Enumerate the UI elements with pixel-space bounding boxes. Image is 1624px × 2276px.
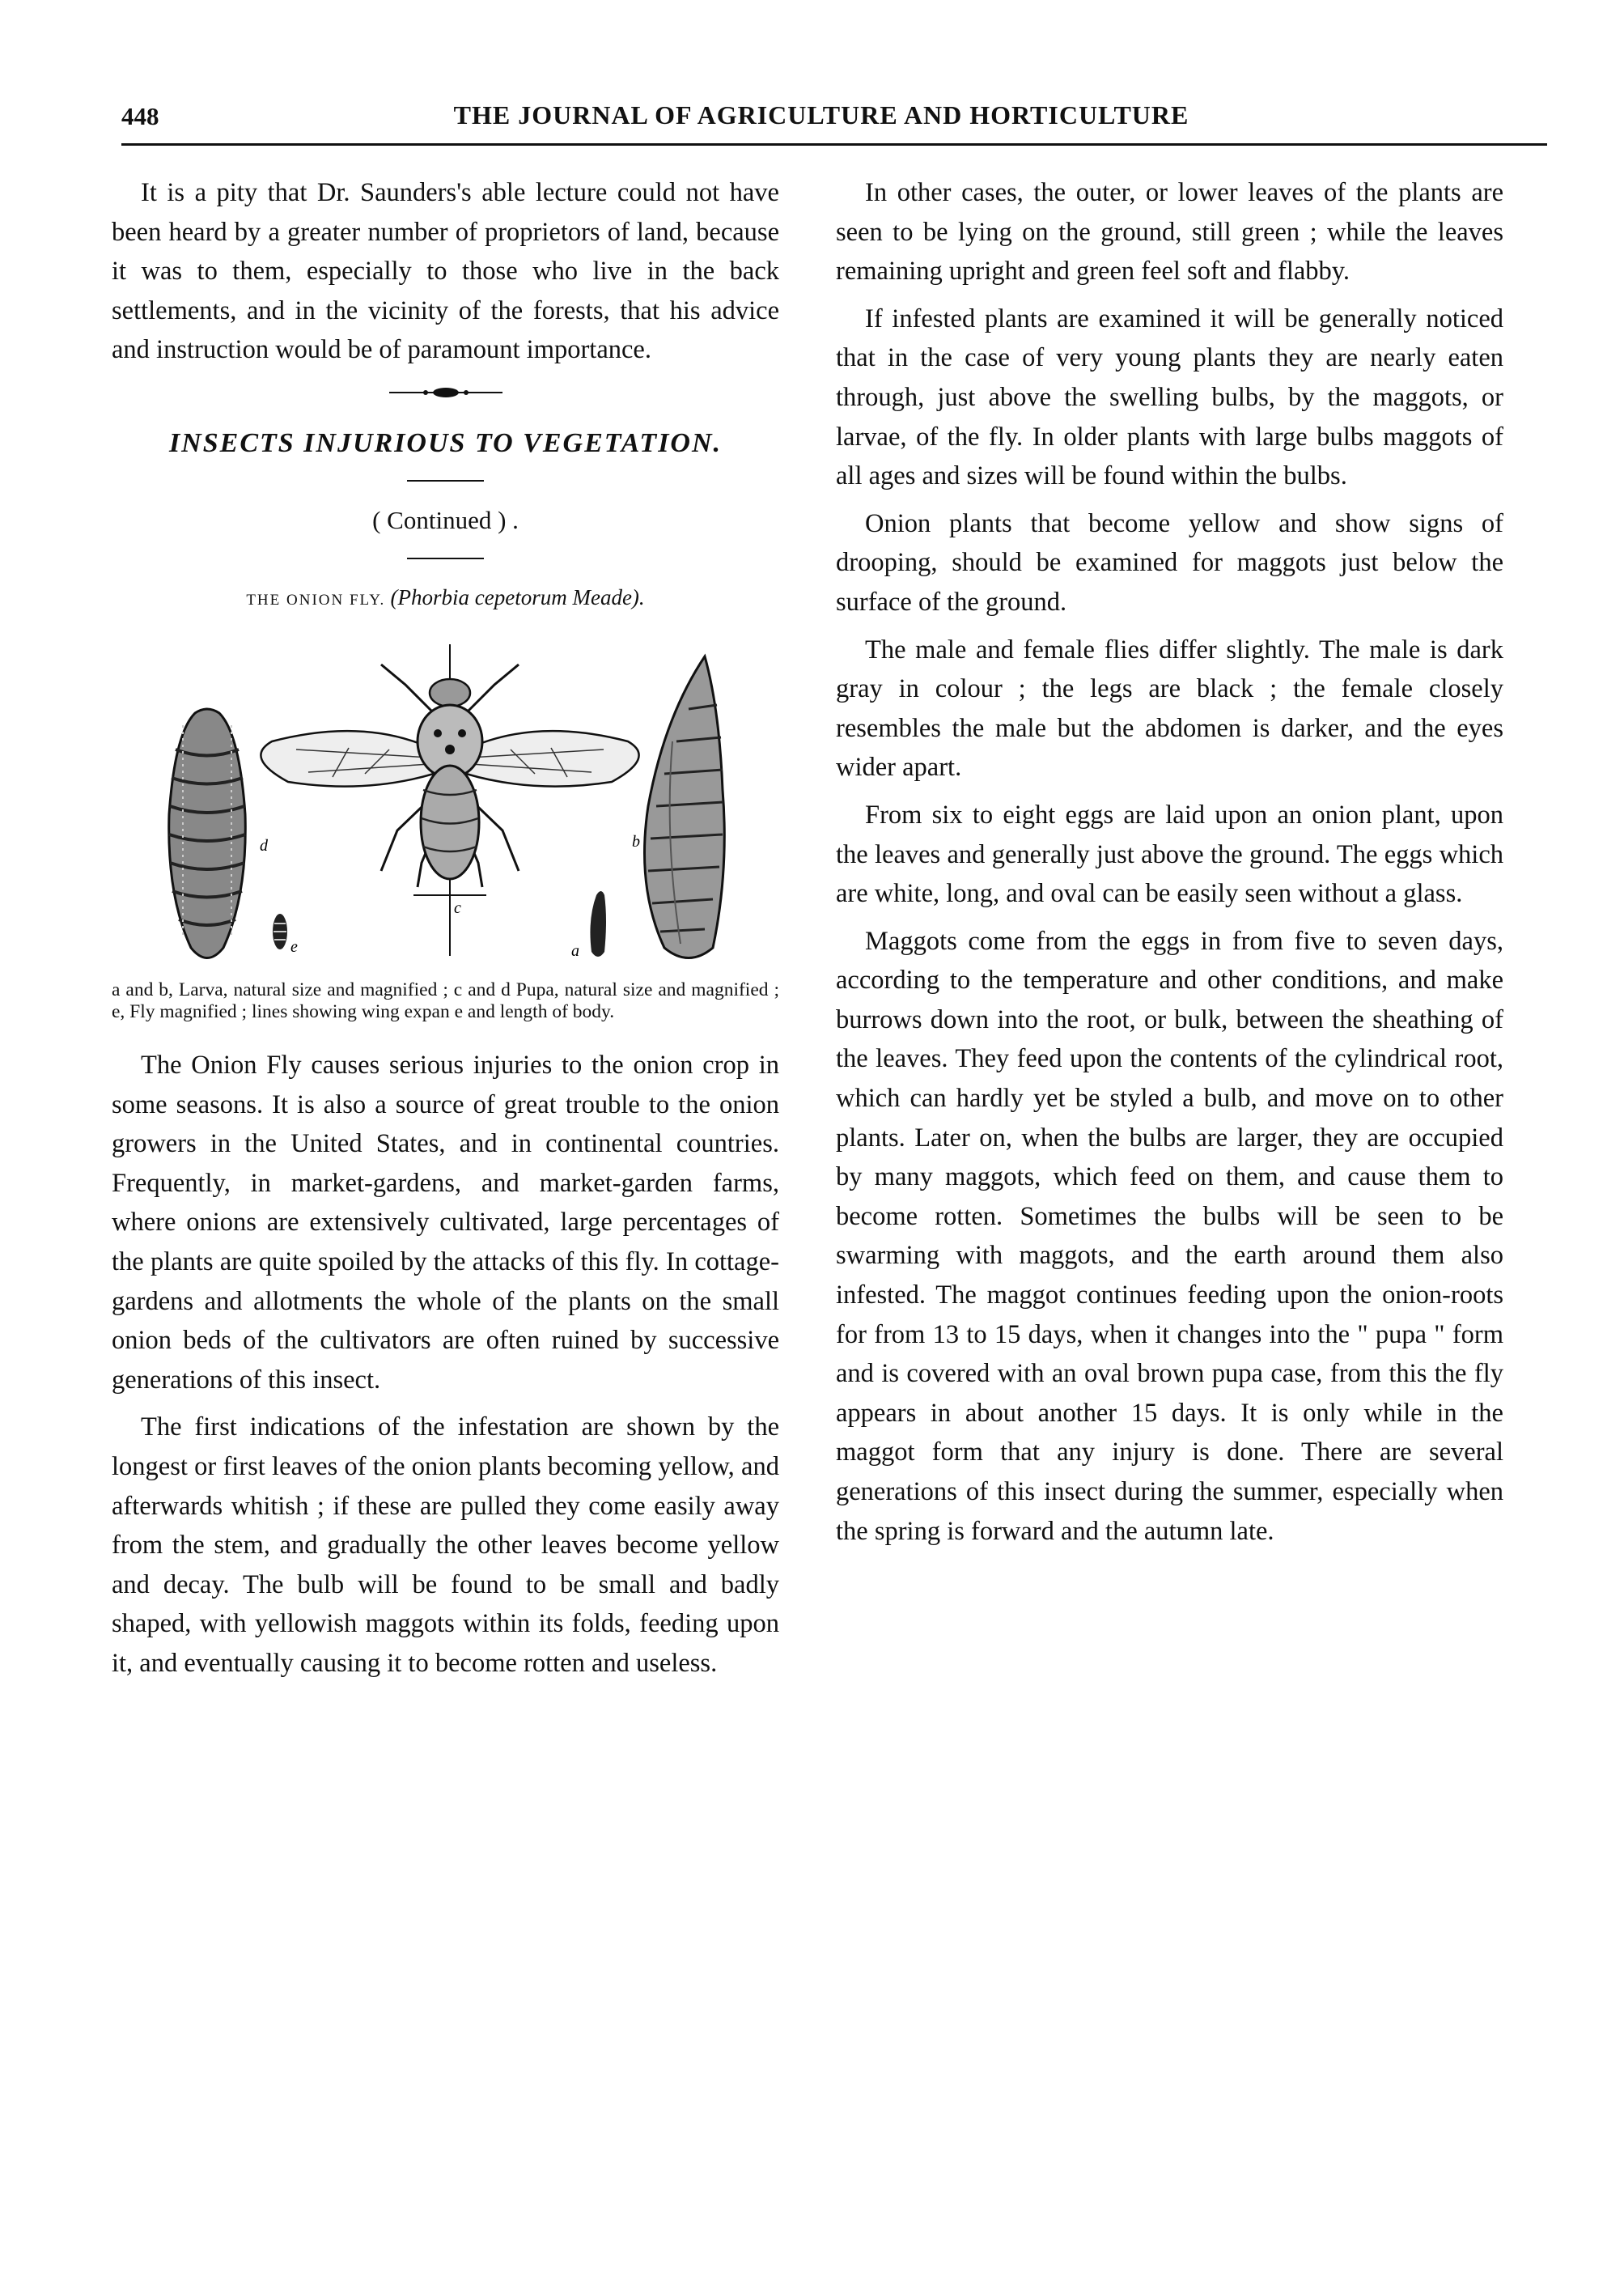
intro-paragraph: It is a pity that Dr. Saunders's able lecture could not have been heard by a greater number of proprietors of land, because it was to them, especially to those who live in the back settlements, and in the vicinity of the forests, that his advice and instruction would be of paramount importance. [112, 178, 779, 365]
figure-heading [112, 585, 779, 610]
continued-note: ( Continued ) . [372, 505, 519, 534]
section-title: INSECTS INJURIOUS TO VEGETATION. [168, 427, 723, 458]
figure-label-a: a [570, 941, 579, 960]
larva-magnified-drawing [168, 709, 245, 958]
figure-heading-scientific: (Phorbia cepetorum Meade). [390, 584, 645, 609]
pupa-magnified-drawing [644, 656, 724, 958]
figure-label-b: b [631, 832, 640, 851]
right-column [836, 173, 1503, 1559]
right-paragraph-4: The male and female flies differ slightly. The male is dark gray in colour ; the legs are black ; the female closely resembles the male but the abdomen is darker, and the eyes wider apart. [836, 635, 1503, 783]
left-paragraph-2: The first indications of the infestation are shown by the longest or first leaves of the onion plants becoming yellow, and afterwards whitish ; if these are pulled they come easily away from the stem, and gradually the other leaves become yellow and decay. The bulb will be found to be small and badly shaped, with yellowish maggots within its folds, feeding upon it, and eventually causing it to become rotten and useless. [112, 1412, 779, 1678]
header-rule [121, 143, 1547, 146]
page-header [0, 0, 1624, 162]
section-ornament [389, 384, 502, 401]
right-paragraph-3: Onion plants that become yellow and show signs of drooping, should be examined for maggots just below the surface of the ground. [836, 508, 1503, 617]
figure-label-d: d [259, 836, 268, 855]
title-rule [407, 480, 484, 482]
right-paragraph-5: From six to eight eggs are laid upon an onion plant, upon the leaves and generally just above the ground. The eggs which are white, long, and oval can be easily seen without a glass. [836, 800, 1503, 909]
figure-caption: a and b, Larva, natural size and magnified ; c and d Pupa, natural size and magnified ; e, Fly magnified ; lines showing wing expan e and length of body. [112, 979, 779, 1022]
right-paragraph-6: Maggots come from the eggs in from five to seven days, according to the temperature and other conditions, and make burrows down into the root, or bulk, between the sheathing of the leaves. They feed upon the contents of the cylindrical root, which can hardly yet be styled a bulb, and move on to other plants. Later on, when the bulbs are larger, they are occupied by many maggots, which feed on them, and cause them to become rotten. Sometimes the bulbs will be seen to be swarming with maggots, and the earth around them also infested. The maggot continues feeding upon the onion-roots for from 13 to 15 days, when it changes into the " pupa " form and is covered with an oval brown pupa case, from this the fly appears in about another 15 days. It is only while in the maggot form that any injury is done. There are several generations of this insect during the summer, especially when the spring is forward and the autumn late. [836, 926, 1503, 1546]
right-paragraph-2: If infested plants are examined it will be generally noticed that in the case of very young plants they are nearly eaten through, just above the swelling bulbs, by the maggots, or larvae, of the fly. In older plants with large bulbs maggots of all ages and sizes will be found within the bulbs. [836, 304, 1503, 491]
figure-label-e: e [290, 937, 298, 956]
continued-rule [407, 558, 484, 559]
figure-heading-name: THE ONION FLY. [246, 591, 386, 609]
larva-natural-size-drawing [590, 891, 606, 957]
journal-title: THE JOURNAL OF AGRICULTURE AND HORTICULTURE [453, 100, 1189, 130]
onion-fly-illustration [146, 628, 745, 968]
left-column [112, 173, 779, 1691]
right-paragraph-1: In other cases, the outer, or lower leaves of the plants are seen to be lying on the ground, still green ; while the leaves remaining upright and green feel soft and flabby. [836, 178, 1503, 287]
figure-label-c: c [453, 898, 461, 917]
fly-magnified-drawing [261, 644, 638, 956]
pupa-natural-size-drawing [273, 914, 287, 949]
page-number: 448 [121, 102, 159, 130]
left-paragraph-1: The Onion Fly causes serious injuries to the onion crop in some seasons. It is also a source of great trouble to the onion growers in the United States, and in continental countries. Frequently, in market-gardens, and market-garden farms, where onions are extensively cultivated, large percentages of the plants are quite spoiled by the attacks of this fly. In cottage-gardens and allotments the whole of the plants on the small onion beds of the cultivators are often ruined by successive generations of this insect. [112, 1050, 779, 1395]
